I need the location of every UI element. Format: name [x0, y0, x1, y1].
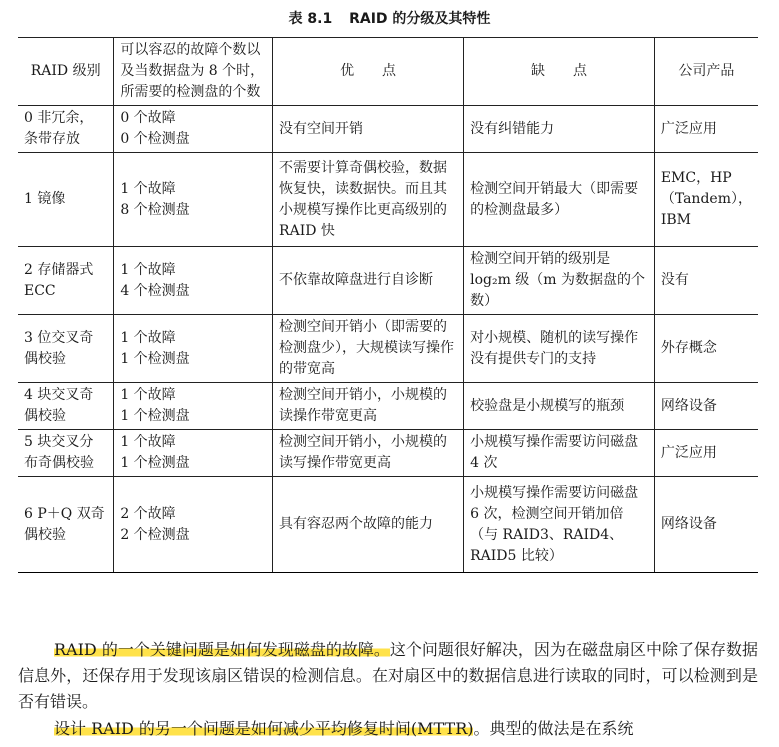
- highlighted-sentence: RAID 的一个关键问题是如何发现磁盘的故障。: [54, 640, 390, 659]
- cell-raid-level: 2 存储器式 ECC: [18, 247, 114, 315]
- table-caption: [0, 8, 779, 28]
- highlighted-sentence: 设计 RAID 的另一个问题是如何减少平均修复时间(MTTR): [54, 719, 474, 738]
- cell-tolerance: 1 个故障 4 个检测盘: [114, 247, 273, 315]
- header-cons: 缺 点: [464, 38, 655, 106]
- cell-raid-level: 5 块交叉分布奇偶校验: [18, 430, 114, 477]
- cell-raid-level: 1 镜像: [18, 153, 114, 247]
- cell-products: 网络设备: [654, 383, 758, 430]
- cell-cons: 小规模写操作需要访问磁盘 4 次: [464, 430, 655, 477]
- cell-products: EMC，HP（Tandem），IBM: [654, 153, 758, 247]
- cell-cons: 检测空间开销最大（即需要的检测盘最多）: [464, 153, 655, 247]
- table-row: [18, 247, 758, 315]
- cell-tolerance: 1 个故障 8 个检测盘: [114, 153, 273, 247]
- cell-raid-level: 0 非冗余，条带存放: [18, 106, 114, 153]
- paragraph-text: 。典型的做法是在系统: [473, 719, 634, 738]
- table-row: [18, 477, 758, 573]
- cell-pros: 不需要计算奇偶校验，数据恢复快，读数据快。而且其小规模写操作比更高级别的 RAID 快: [273, 153, 464, 247]
- cell-pros: 不依靠故障盘进行自诊断: [273, 247, 464, 315]
- cell-cons: 小规模写操作需要访问磁盘 6 次，检测空间开销加倍（与 RAID3、RAID4、RAID5 比较）: [464, 477, 655, 573]
- cell-raid-level: 6 P＋Q 双奇偶校验: [18, 477, 114, 573]
- table-title: RAID 的分级及其特性: [349, 11, 491, 27]
- cell-products: 广泛应用: [654, 430, 758, 477]
- raid-table: [18, 37, 758, 573]
- cell-products: 广泛应用: [654, 106, 758, 153]
- cell-tolerance: 1 个故障 1 个检测盘: [114, 430, 273, 477]
- header-tolerance: 可以容忍的故障个数以及当数据盘为 8 个时，所需要的检测盘的个数: [114, 38, 273, 106]
- paragraph-mttr: [18, 716, 758, 742]
- header-products: 公司产品: [654, 38, 758, 106]
- table-number: 表 8.1: [288, 11, 333, 27]
- cell-tolerance: 1 个故障 1 个检测盘: [114, 315, 273, 383]
- cell-pros: 检测空间开销小，小规模的读操作带宽更高: [273, 383, 464, 430]
- header-pros: 优 点: [273, 38, 464, 106]
- cell-tolerance: 0 个故障 0 个检测盘: [114, 106, 273, 153]
- cell-products: 外存概念: [654, 315, 758, 383]
- cell-pros: 具有容忍两个故障的能力: [273, 477, 464, 573]
- table-body: [18, 106, 758, 573]
- cell-tolerance: 2 个故障 2 个检测盘: [114, 477, 273, 573]
- table-row: [18, 383, 758, 430]
- cell-cons: 对小规模、随机的读写操作没有提供专门的支持: [464, 315, 655, 383]
- cell-cons: 没有纠错能力: [464, 106, 655, 153]
- cell-tolerance: 1 个故障 1 个检测盘: [114, 383, 273, 430]
- cell-pros: 没有空间开销: [273, 106, 464, 153]
- header-raid-level: RAID 级别: [18, 38, 114, 106]
- cell-raid-level: 4 块交叉奇偶校验: [18, 383, 114, 430]
- table-row: [18, 430, 758, 477]
- cell-cons: 校验盘是小规模写的瓶颈: [464, 383, 655, 430]
- paragraph-fault-detection: [18, 637, 758, 715]
- cell-cons: 检测空间开销的级别是 log₂m 级（m 为数据盘的个数）: [464, 247, 655, 315]
- paragraph-text: 这个问题很好解决，因为在磁盘扇区中除了保存数据信息外，还保存用于发现该扇区错误的检测信息。在对扇区中的数据信息进行读取的同时，可以检测到是否有错误。: [18, 640, 758, 711]
- table-header-row: [18, 38, 758, 106]
- cell-pros: 检测空间开销小（即需要的检测盘少），大规模读写操作的带宽高: [273, 315, 464, 383]
- cell-raid-level: 3 位交叉奇偶校验: [18, 315, 114, 383]
- table-row: [18, 153, 758, 247]
- cell-pros: 检测空间开销小，小规模的读写操作带宽更高: [273, 430, 464, 477]
- cell-products: 没有: [654, 247, 758, 315]
- cell-products: 网络设备: [654, 477, 758, 573]
- table-row: [18, 315, 758, 383]
- table-row: [18, 106, 758, 153]
